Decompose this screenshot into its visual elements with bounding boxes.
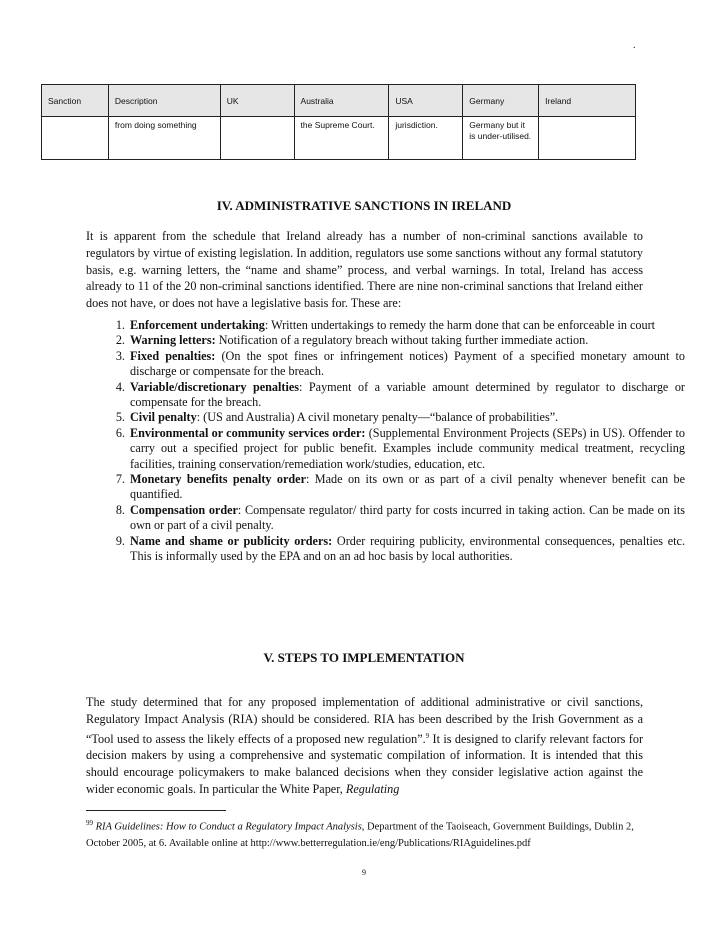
- corner-mark: .: [633, 40, 636, 51]
- section-iv-intro: It is apparent from the schedule that Ireland already has a number of non-criminal sanctions available to regulators by virtue of existing legislation. In addition, regulators use some sanctions without any formal statutory basis, e.g. warning letters, the “name and shame” process, and verbal warnings. In total, Ireland has access already to 11 of the 20 non-criminal sanctions identified. There are nine non-criminal sanctions that Ireland either does not have, or does not have a legislative basis for. These are:: [86, 229, 643, 311]
- cell-description: from doing something: [108, 117, 220, 160]
- list-item: [128, 472, 685, 503]
- list-item-term: Warning letters:: [130, 333, 216, 348]
- list-item: [128, 380, 685, 411]
- column-header-sanction: Sanction: [42, 85, 109, 117]
- footnote-text: , Department of the Taoiseach, Government Buildings, Dublin 2, October 2005, at 6. Available online at http://www.betterregulation.ie/eng/Publications/RIAguidelines.pdf: [86, 821, 634, 849]
- section-v-text-a: The study determined that for any proposed implementation of additional administrative or civil sanctions, Regulatory Impact Analysis (RIA) should be considered. RIA has been described by the Irish Government as a “Tool used to assess the likely effects of a proposed new regulation”.: [86, 695, 643, 746]
- column-header-usa: USA: [389, 85, 463, 117]
- footnote: [86, 815, 646, 852]
- footnote-divider: [86, 810, 226, 811]
- section-v-heading: V. STEPS TO IMPLEMENTATION: [263, 650, 465, 665]
- list-item-text: : (US and Australia) A civil monetary penalty—“balance of probabilities”.: [196, 410, 559, 425]
- cell-usa: jurisdiction.: [389, 117, 463, 160]
- column-header-germany: Germany: [463, 85, 539, 117]
- page-number: 9: [362, 868, 366, 877]
- list-item-term: Compensation order: [130, 502, 238, 517]
- list-item-term: Environmental or community services order:: [130, 425, 366, 440]
- list-item-term: Name and shame or publicity orders:: [130, 533, 333, 548]
- list-item-term: Civil penalty: [130, 410, 197, 425]
- list-item-term: Fixed penalties:: [130, 348, 216, 363]
- missing-sanctions-list: [86, 318, 685, 565]
- list-item-text: : Written undertakings to remedy the harm done that can be enforceable in court: [264, 318, 656, 332]
- column-header-uk: UK: [220, 85, 294, 117]
- list-item-text: Notification of a regulatory breach without taking further immediate action.: [215, 333, 589, 348]
- cell-germany: Germany but it is under-utilised.: [463, 117, 539, 160]
- list-item: [128, 426, 685, 472]
- list-item: [128, 318, 685, 333]
- section-iv-heading: IV. ADMINISTRATIVE SANCTIONS IN IRELAND: [216, 198, 512, 213]
- column-header-australia: Australia: [294, 85, 389, 117]
- list-item-term: Variable/discretionary penalties: [130, 379, 299, 394]
- list-item-text: : Made on its own or as part of a civil penalty whenever benefit can be quantified.: [130, 472, 685, 502]
- section-v-text-b: It is designed to clarify relevant factors for decision makers by using a comprehensive and systematic compilation of information. It is intended that this should encourage policymakers to make balanced decisions when they consider legislative action against the wider economic goals. In particular the White Paper,: [86, 731, 643, 797]
- list-item: [128, 349, 685, 380]
- section-v-italic-text: Regulating: [345, 782, 400, 797]
- section-v-paragraph: [86, 694, 643, 798]
- column-header-ireland: Ireland: [539, 85, 636, 117]
- cell-australia: the Supreme Court.: [294, 117, 389, 160]
- cell-uk: [220, 117, 294, 160]
- cell-sanction: [42, 117, 109, 160]
- list-item-text: : Payment of a variable amount determined by regulator to discharge or compensate for the breach.: [130, 379, 685, 410]
- list-item: [128, 333, 685, 348]
- cell-ireland: [539, 117, 636, 160]
- list-item-text: : Compensate regulator/ third party for costs incurred in taking action. Can be made on its own or part of a civil penalty.: [130, 502, 685, 533]
- footnote-marker: 99: [86, 819, 93, 827]
- table-header-row: [42, 85, 636, 117]
- list-item: [128, 534, 685, 565]
- list-item-text: Order requiring publicity, environmental consequences, penalties etc. This is informally used by the EPA and on an ad hoc basis by local authorities.: [130, 533, 685, 564]
- list-item-term: Monetary benefits penalty order: [130, 472, 306, 487]
- sanctions-comparison-table: [41, 84, 636, 160]
- list-item: [128, 410, 685, 425]
- list-item-text: (On the spot fines or infringement notices) Payment of a specified monetary amount to discharge or compensate for the breach.: [130, 348, 686, 379]
- column-header-description: Description: [108, 85, 220, 117]
- footnote-title: RIA Guidelines: How to Conduct a Regulatory Impact Analysis: [95, 821, 362, 833]
- list-item-text: (Supplemental Environment Projects (SEPs) in US). Offender to carry out a specified project for public benefit. Examples include community medical treatment, recycling facilities, training conservation/remediation work/studies, education, etc.: [130, 425, 685, 471]
- list-item: [128, 503, 685, 534]
- list-item-term: Enforcement undertaking: [130, 318, 265, 332]
- table-row: [42, 117, 636, 160]
- footnote-reference: 9: [425, 731, 430, 740]
